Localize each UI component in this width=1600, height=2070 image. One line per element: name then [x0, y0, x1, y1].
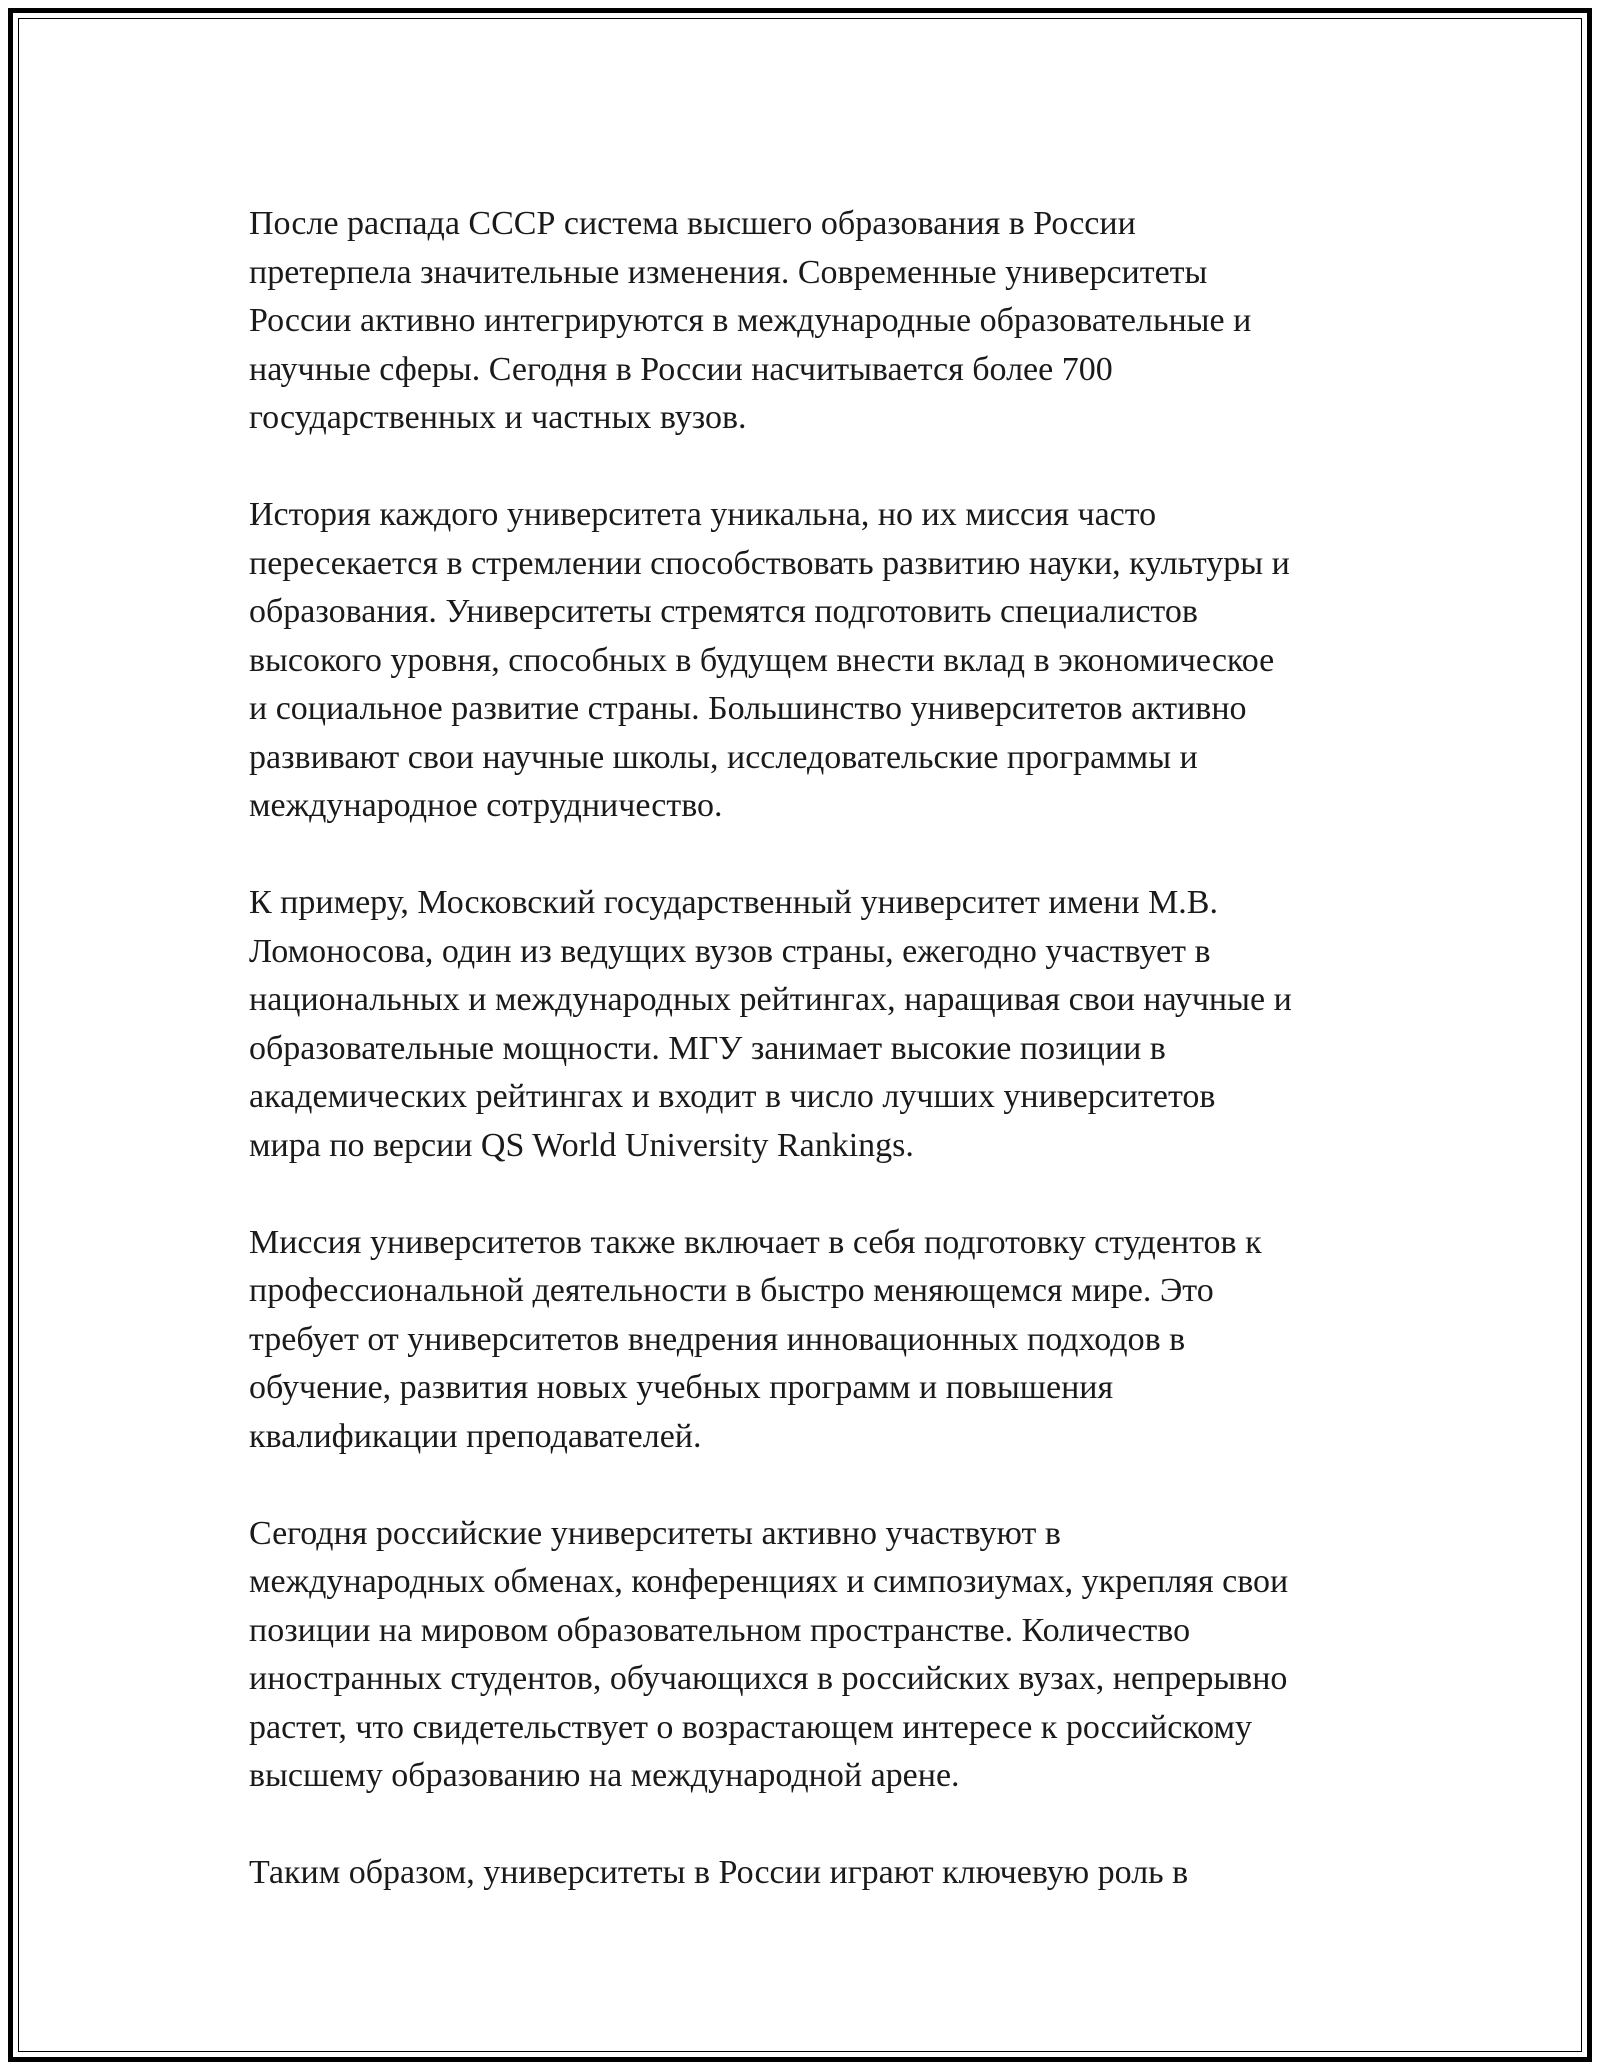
text-line: иностранных студентов, обучающихся в российских вузах, непрерывно: [249, 1660, 1288, 1697]
text-line: научные сферы. Сегодня в России насчитывается более 700: [249, 350, 1113, 388]
paragraph-2: [249, 491, 1389, 831]
paragraph-4: [249, 1219, 1389, 1462]
text-line: международное сотрудничество.: [249, 787, 723, 824]
text-line: государственных и частных вузов.: [249, 399, 747, 436]
text-line: претерпела значительные изменения. Современные университеты: [249, 253, 1208, 291]
text-line: растет, что свидетельствует о возрастающем интересе к российскому: [249, 1708, 1252, 1746]
text-line: квалификации преподавателей.: [249, 1417, 702, 1455]
text-line: Таким образом, университеты в России играют ключевую роль в: [249, 1854, 1189, 1891]
text-line: международных обменах, конференциях и симпозиумах, укрепляя свои: [249, 1563, 1289, 1600]
text-line: пересекается в стремлении способствовать развитию науки, культуры и: [249, 544, 1290, 582]
text-line: Миссия университетов также включает в себя подготовку студентов к: [249, 1223, 1262, 1261]
text-line: Ломоносова, один из ведущих вузов страны, ежегодно участвует в: [249, 932, 1211, 970]
text-line: высокого уровня, способных в будущем внести вклад в экономическое: [249, 641, 1275, 679]
text-line: позиции на мировом образовательном пространстве. Количество: [249, 1611, 1191, 1649]
text-line: обучение, развития новых учебных программ и повышения: [249, 1369, 1114, 1406]
text-line: После распада СССР система высшего образования в России: [249, 205, 1136, 242]
paragraph-5: [249, 1510, 1389, 1801]
text-line: История каждого университета уникальна, но их миссия часто: [249, 496, 1157, 533]
document-body: [249, 200, 1389, 1946]
text-line: образования. Университеты стремятся подготовить специалистов: [249, 593, 1198, 630]
text-line: и социальное развитие страны. Большинство университетов активно: [249, 690, 1247, 727]
text-line: высшему образованию на международной арене.: [249, 1757, 960, 1794]
text-line: развивают свои научные школы, исследовательские программы и: [249, 738, 1198, 776]
paragraph-6: [249, 1849, 1389, 1898]
text-line: академических рейтингах и входит в число лучших университетов: [249, 1078, 1216, 1115]
text-line: К примеру, Московский государственный университет имени М.В.: [249, 884, 1218, 921]
text-line: мира по версии QS World University Rankings.: [249, 1126, 914, 1164]
paragraph-1: [249, 200, 1389, 443]
text-line: образовательные мощности. МГУ занимает высокие позиции в: [249, 1029, 1166, 1067]
text-line: профессиональной деятельности в быстро меняющемся мире. Это: [249, 1272, 1214, 1309]
text-line: требует от университетов внедрения инновационных подходов в: [249, 1320, 1186, 1358]
page-frame: [8, 8, 1592, 2062]
text-line: России активно интегрируются в международные образовательные и: [249, 302, 1252, 339]
text-line: национальных и международных рейтингах, наращивая свои научные и: [249, 981, 1292, 1018]
paragraph-3: [249, 879, 1389, 1170]
text-line: Сегодня российские университеты активно участвуют в: [249, 1514, 1061, 1552]
